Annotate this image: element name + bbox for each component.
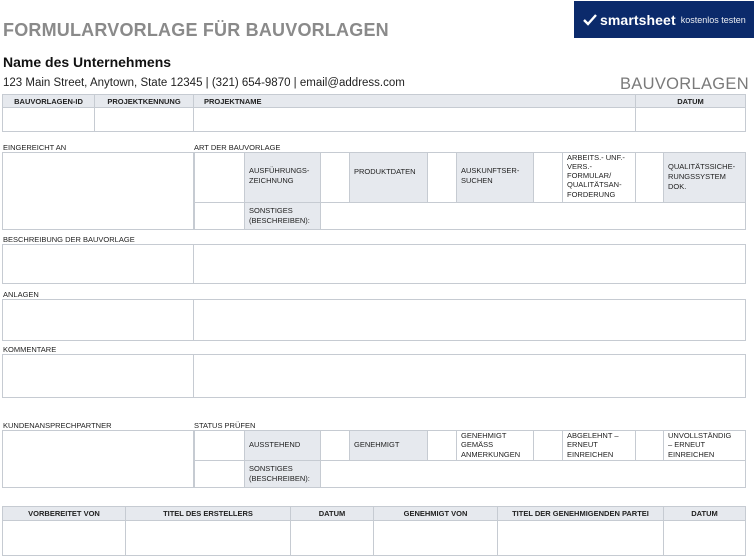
company-name[interactable]: Name des Unternehmens	[3, 54, 172, 70]
header-date-approved: DATUM	[663, 506, 746, 521]
header-preparer-title: TITEL DES ERSTELLERS	[125, 506, 291, 521]
header-prepared-by: VORBEREITET VON	[2, 506, 126, 521]
product-data-checkbox[interactable]	[320, 152, 350, 203]
quality-system-checkbox[interactable]	[635, 152, 664, 203]
status-other-option: SONSTIGES (BESCHREIBEN):	[244, 460, 321, 488]
brand-cta: kostenlos testen	[680, 14, 746, 25]
submission-other-field[interactable]	[320, 202, 746, 230]
rejected-checkbox[interactable]	[533, 430, 563, 461]
brand-name: smartsheet	[600, 11, 676, 28]
submission-other-option: SONSTIGES (BESCHREIBEN):	[244, 202, 321, 230]
pending-checkbox[interactable]	[194, 430, 245, 461]
pending-option: AUSSTEHEND	[244, 430, 321, 461]
company-address[interactable]: 123 Main Street, Anytown, State 12345 | (321) 654-9870 | email@address.com	[3, 77, 405, 89]
project-id-field[interactable]	[94, 107, 194, 132]
description-label: BESCHREIBUNG DER BAUVORLAGE	[3, 235, 135, 244]
attachments-side-field[interactable]	[2, 299, 194, 341]
quality-system-option: QUALITÄTSSICHE- RUNGSSYSTEM DOK.	[663, 152, 746, 203]
header-submittal-id: BAUVORLAGEN-ID	[2, 94, 95, 108]
approved-by-field[interactable]	[373, 520, 498, 556]
document-type: BAUVORLAGEN	[620, 75, 749, 93]
status-other-field[interactable]	[320, 460, 746, 488]
attachments-field[interactable]	[193, 299, 746, 341]
submitted-to-field[interactable]	[2, 152, 194, 230]
date-prepared-field[interactable]	[290, 520, 374, 556]
customer-contact-label: KUNDENANSPRECHPARTNER	[3, 421, 112, 430]
description-field[interactable]	[193, 244, 746, 284]
submittal-id-field[interactable]	[2, 107, 95, 132]
information-requests-option: AUSKUNFTSER- SUCHEN	[456, 152, 534, 203]
execution-drawing-checkbox[interactable]	[194, 152, 245, 203]
header-approver-title: TITEL DER GENEHMIGENDEN PARTEI	[497, 506, 664, 521]
approved-checkbox[interactable]	[320, 430, 350, 461]
header-project-id: PROJEKTKENNUNG	[94, 94, 194, 108]
approved-option: GENEHMIGT	[349, 430, 428, 461]
description-side-field[interactable]	[2, 244, 194, 284]
incomplete-checkbox[interactable]	[635, 430, 664, 461]
form-title: FORMULARVORLAGE FÜR BAUVORLAGEN	[3, 20, 389, 40]
prepared-by-field[interactable]	[2, 520, 126, 556]
attachments-label: ANLAGEN	[3, 290, 39, 299]
comments-field[interactable]	[193, 354, 746, 398]
header-date: DATUM	[635, 94, 746, 108]
header-date-prepared: DATUM	[290, 506, 374, 521]
review-status-label: STATUS PRÜFEN	[194, 421, 256, 430]
product-data-option: PRODUKTDATEN	[349, 152, 428, 203]
smartsheet-trial-button[interactable]	[574, 1, 754, 38]
work-form-option: ARBEITS.- UNF.- VERS.- FORMULAR/ QUALITÄTSAN- FORDERUNG	[562, 152, 636, 203]
incomplete-option: UNVOLLSTÄNDIG – ERNEUT EINREICHEN	[663, 430, 746, 461]
comments-label: KOMMENTARE	[3, 345, 57, 354]
submission-type-label: ART DER BAUVORLAGE	[194, 143, 281, 152]
rejected-option: ABGELEHNT – ERNEUT EINREICHEN	[562, 430, 636, 461]
status-other-checkbox[interactable]	[194, 460, 245, 488]
preparer-title-field[interactable]	[125, 520, 291, 556]
header-project-name: PROJEKTNAME	[193, 94, 636, 108]
header-approved-by: GENEHMIGT VON	[373, 506, 498, 521]
checkmark-logo-icon	[583, 13, 597, 27]
date-approved-field[interactable]	[663, 520, 746, 556]
information-requests-checkbox[interactable]	[427, 152, 457, 203]
project-name-field[interactable]	[193, 107, 636, 132]
customer-contact-field[interactable]	[2, 430, 194, 488]
submission-other-checkbox[interactable]	[194, 202, 245, 230]
approver-title-field[interactable]	[497, 520, 664, 556]
date-field[interactable]	[635, 107, 746, 132]
approved-as-noted-option: GENEHMIGT GEMÄSS ANMERKUNGEN	[456, 430, 534, 461]
approved-as-noted-checkbox[interactable]	[427, 430, 457, 461]
execution-drawing-option: AUSFÜHRUNGS- ZEICHNUNG	[244, 152, 321, 203]
work-form-checkbox[interactable]	[533, 152, 563, 203]
submitted-to-label: EINGEREICHT AN	[3, 143, 67, 152]
comments-side-field[interactable]	[2, 354, 194, 398]
